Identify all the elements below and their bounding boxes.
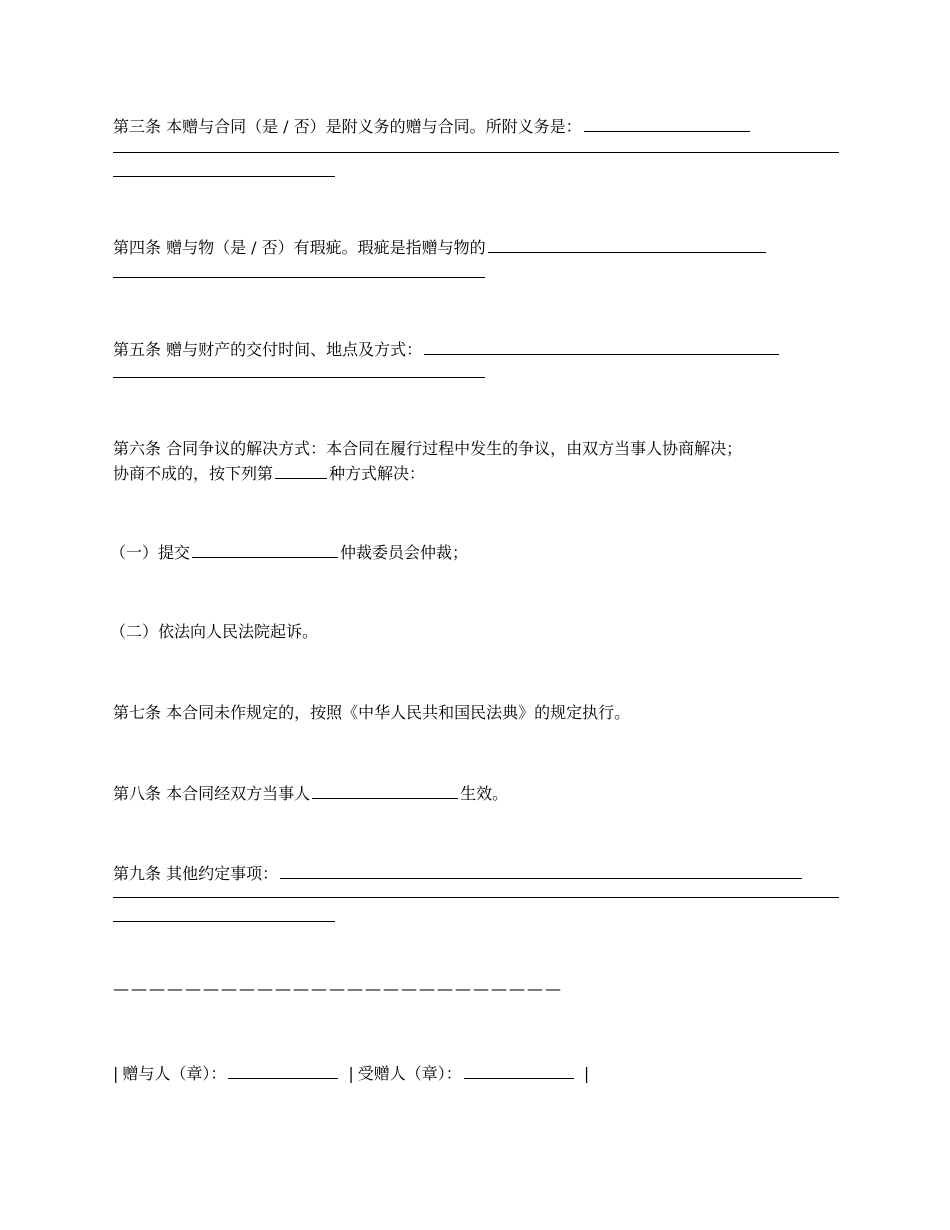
- article-8-text-a: 第八条 本合同经双方当事人: [113, 784, 311, 803]
- article-9-blank-2: [113, 897, 839, 898]
- article-7-text: 第七条 本合同未作规定的，按照《中华人民共和国民法典》的规定执行。: [113, 703, 631, 722]
- donor-label: 赠与人（章）：: [122, 1064, 227, 1083]
- article-5-blank-2: [113, 377, 485, 378]
- article-8-text-b: 生效。: [460, 784, 509, 803]
- option-1-text-b: 仲裁委员会仲裁；: [340, 543, 469, 562]
- article-9-text: 第九条 其他约定事项：: [113, 864, 279, 883]
- option-1: [110, 541, 468, 564]
- article-4-blank-1: [488, 236, 766, 253]
- article-4-text: 第四条 赠与物（是 / 否）有瑕疵。瑕疵是指赠与物的: [113, 238, 486, 257]
- article-9-blank-3: [113, 921, 335, 922]
- option-1-text-a: （一）提交: [110, 543, 191, 562]
- donor-blank: [228, 1062, 338, 1079]
- article-6-line-2: [113, 462, 425, 485]
- article-4: [113, 236, 766, 259]
- article-4-blank-2: [113, 277, 485, 278]
- article-6-line-1: [113, 438, 742, 460]
- article-6-text-2a: 协商不成的，按下列第: [113, 464, 274, 483]
- signature-pipe-mid: |: [348, 1064, 354, 1083]
- article-3: [113, 115, 750, 138]
- article-5-text: 第五条 赠与财产的交付时间、地点及方式：: [113, 340, 423, 359]
- signature-pipe-left: |: [113, 1064, 119, 1083]
- article-6-blank: [275, 462, 327, 479]
- article-8: [113, 782, 508, 805]
- donee-blank: [464, 1062, 574, 1079]
- separator-line: —————————————————————————: [113, 979, 563, 998]
- article-9-blank-1: [280, 862, 802, 879]
- article-3-blank-1: [584, 115, 750, 132]
- article-3-blank-3: [113, 176, 335, 177]
- signature-row: [113, 1062, 589, 1085]
- option-2: [110, 621, 318, 643]
- article-7: [113, 702, 630, 724]
- article-5: [113, 338, 779, 361]
- article-9: [113, 862, 802, 885]
- article-3-blank-2: [113, 152, 839, 153]
- article-6-text-2b: 种方式解决：: [329, 464, 426, 483]
- signature-pipe-right: |: [583, 1064, 590, 1083]
- article-6-text-1: 第六条 合同争议的解决方式：本合同在履行过程中发生的争议，由双方当事人协商解决；: [113, 439, 743, 458]
- donee-label: 受赠人（章）：: [357, 1064, 462, 1083]
- article-5-blank-1: [424, 338, 779, 355]
- article-3-text: 第三条 本赠与合同（是 / 否）是附义务的赠与合同。所附义务是：: [113, 117, 582, 136]
- option-1-blank: [192, 541, 338, 558]
- option-2-text: （二）依法向人民法院起诉。: [110, 622, 319, 641]
- article-8-blank: [312, 782, 458, 799]
